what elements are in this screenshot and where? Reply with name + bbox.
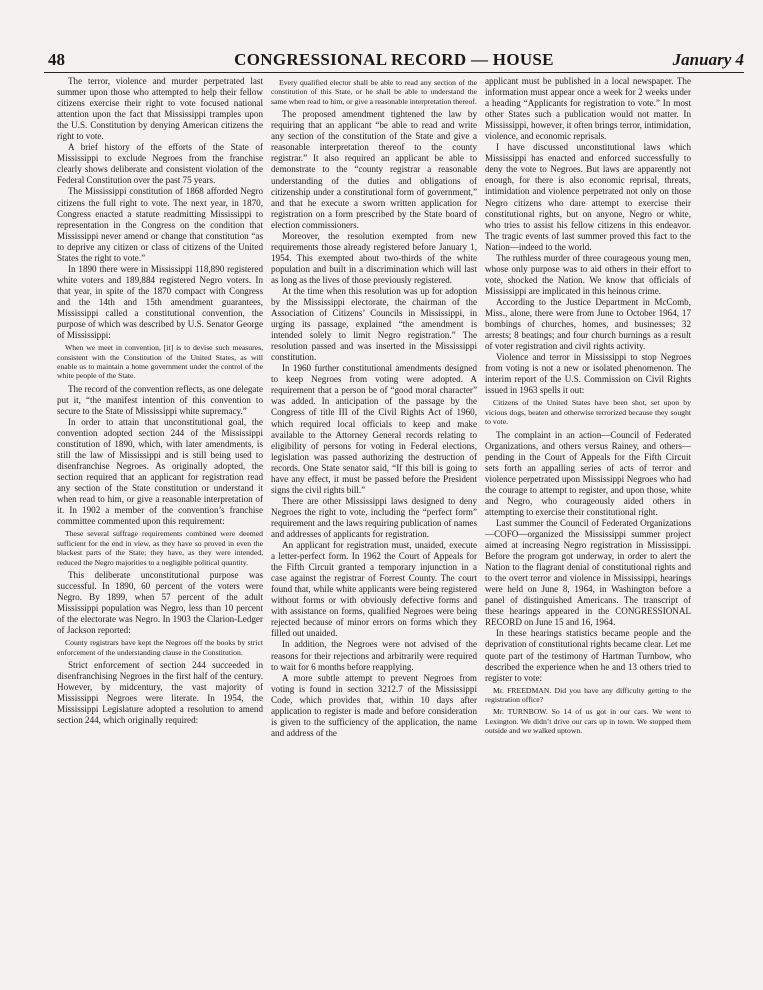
paragraph: In 1890 there were in Mississippi 118,890 registered white voters and 189,884 registered Negro voters. In that year, in spite of the 1870 compact with Congress and the 14th and 15th amendment guarantees, Mississippi called a constitutional convention, the purpose of which was described by U.S. Senator George of Mississippi: [57, 263, 263, 341]
paragraph: This deliberate unconstitutional purpose was successful. In 1890, 60 percent of the voters were Negro. By 1899, when 57 percent of the adult Mississippi population was Negro, less than 10 percent of the electorate was Negro. In 1903 the Clarion-Ledger of Jackson reported: [57, 569, 263, 636]
column-1 [57, 76, 263, 960]
header-rule [44, 72, 744, 73]
paragraph: A more subtle attempt to prevent Negroes from voting is found in section 3212.7 of the Mississippi Code, which provides that, within 10 days after application to register is made and before consideration is given to the sufficiency of the application, the name and address of the [271, 672, 477, 738]
quotation: Mr. TURNBOW. So 14 of us got in our cars. We went to Lexington. We didn’t drive our cars up in town. We stopped them outside and we walked uptown. [485, 707, 691, 736]
paragraph: According to the Justice Department in McComb, Miss., alone, there were from June to October 1964, 17 bombings of churches, homes, and businesses; 32 arrests; 8 beatings; and four church burnings as a result of voter registration and civil rights activity. [485, 296, 691, 352]
paragraph: I have discussed unconstitutional laws which Mississippi has enacted and enforced successfully to deny the vote to Negroes. But laws are apparently not enough, for there is also economic reprisal, threats, intimidation and violence perpetrated not only on those Negro citizens who dare attempt to exercise their constitutional rights, but on anyone, Negro or white, who tries to assist his fellow citizens in this endeavor. The tragic events of last summer proved this fact to the Nation—indeed to the world. [485, 142, 691, 252]
paragraph: The terror, violence and murder perpetrated last summer upon those who attempted to help their fellow citizens exercise their right to vote focused national attention upon the fact that Mississippi tramples upon the U.S. Constitution by denying American citizens the right to vote. [57, 76, 263, 142]
paragraph: Violence and terror in Mississippi to stop Negroes from voting is not a new or isolated phenomenon. The interim report of the U.S. Commission on Civil Rights issued in 1963 spells it out: [485, 352, 691, 396]
paragraph: There are other Mississippi laws designed to deny Negroes the right to vote, including the “perfect form” requirement and the laws requiring publication of names and addresses of applicants for registration. [271, 495, 477, 539]
paragraph: Strict enforcement of section 244 succeeded in disenfranchising Negroes in the first half of the century. However, by midcentury, the vast majority of Mississippi Negroes were literate. In 1954, the Mississippi Legislature adopted a resolution to amend section 244, which originally required: [57, 660, 263, 726]
paragraph: An applicant for registration must, unaided, execute a letter-perfect form. In 1962 the Court of Appeals for the Fifth Circuit granted a temporary injunction in a case against the registrar of Forrest County. The court found that, while white applicants were being registered without forms or with obviously defective forms and with assistance on forms, qualified Negroes were being rejected because of minor errors on forms which they filled out unaided. [271, 540, 477, 639]
paragraph: Last summer the Council of Federated Organizations—COFO—organized the Mississippi summer project aimed at increasing Negro registration in Mississippi. Before the program got underway, in order to alert the Nation to the flagrant denial of constitutional rights and to the overt terror and violence in Mississippi, hearings were held on June 8, 1964, in Washington before a panel of distinguished Americans. The transcript of these hearings appeared in the CONGRESSIONAL RECORD on June 15 and 16, 1964. [485, 517, 691, 628]
page-date: January 4 [672, 50, 744, 69]
quotation: When we meet in convention, [it] is to devise such measures, consistent with the Constitution of the United States, as will enable us to maintain a home government under the control of the white people of the State. [57, 343, 263, 381]
paragraph: In order to attain that unconstitutional goal, the convention adopted section 244 of the Mississippi constitution of 1890, which, with later amendments, is still the law of Mississippi and is still being used to disenfranchise Negroes. As originally adopted, the section required that an applicant for registration read any section of the State constitution or understand it when read to him, or give a reasonable interpretation of it. In 1902 a member of the convention’s franchise committee commented upon this requirement: [57, 416, 263, 527]
paragraph: The ruthless murder of three courageous young men, whose only purpose was to aid others in their effort to vote, shocked the Nation. We know that officials of Mississippi are implicated in this heinous crime. [485, 252, 691, 296]
paragraph: The proposed amendment tightened the law by requiring that an applicant “be able to read and write any section of the constitution of the State and give a reasonable interpretation thereof to the county registrar.” It also required an applicant be able to demonstrate to the “county registrar a reasonable understanding of the duties and obligations of citizenship under a constitutional form of government,” and that he execute a sworn written application for registration on a form prescribed by the State board of election commissioners. [271, 109, 477, 230]
paragraph: A brief history of the efforts of the State of Mississippi to exclude Negroes from the franchise clearly shows deliberate and consistent violation of the Federal Constitution over the past 75 years. [57, 142, 263, 186]
paragraph: The complaint in an action—Council of Federated Organizations, and others versus Rainey, and others—pending in the Court of Appeals for the Fifth Circuit sets forth an appalling series of acts of terror and violence perpetrated upon Mississippi Negroes who had the courage to attempt to register, and upon those, white and Negro, who courageously aided others in attempting to exercise their constitutional right. [485, 429, 691, 517]
paragraph: At the time when this resolution was up for adoption by the Mississippi electorate, the chairman of the Association of Citizens’ Councils in Mississippi, in urging its passage, explained “the amendment is intended solely to limit Negro registration.” The resolution passed and was inserted in the Mississippi constitution. [271, 285, 477, 363]
paragraph: In these hearings statistics became people and the deprivation of constitutional rights became clear. Let me quote part of the testimony of Hartman Turnbow, who described the experience when he and 13 others tried to register to vote: [485, 628, 691, 683]
quotation: County registrars have kept the Negroes off the books by strict enforcement of the understanding clause in the Constitution. [57, 638, 263, 657]
quotation: Mr. FREEDMAN. Did you have any difficulty getting to the registration office? [485, 685, 691, 705]
paragraph: applicant must be published in a local newspaper. The information must appear once a week for 2 weeks under a heading “Applicants for registration to vote.” In most other States such a publication would not matter. In Mississippi, however, it often brings terror, intimidation, violence, and economic reprisals. [485, 76, 691, 142]
page-number: 48 [48, 50, 65, 69]
column-3 [485, 76, 691, 960]
page-title: CONGRESSIONAL RECORD — HOUSE [234, 50, 554, 69]
paragraph: Moreover, the resolution exempted from new requirements those already registered before January 1, 1954. This exempted about two-thirds of the white population and built in a discrimination which will last as long as the lives of those previously registered. [271, 230, 477, 285]
quotation: Citizens of the United States have been shot, set upon by vicious dogs, beaten and otherwise terrorized because they sought to vote. [485, 398, 691, 427]
paragraph: In addition, the Negroes were not advised of the reasons for their rejections and arbitrarily were required to wait for 6 months before reapplying. [271, 639, 477, 672]
paragraph: The Mississippi constitution of 1868 afforded Negro citizens the full right to vote. The next year, in 1870, Congress enacted a statute readmitting Mississippi to representation in the Congress on the condition that Mississippi never amend or change that constitution “as to deprive any citizen or class of citizens of the United States the right to vote.” [57, 186, 263, 263]
quotation: Every qualified elector shall be able to read any section of the constitution of this State, or he shall be able to understand the same when read to him, or give a reasonable interpretation thereof. [271, 78, 477, 106]
quotation: These several suffrage requirements combined were deemed sufficient for the end in view, as they have so proved in even the blackest parts of the State; they have, as they were intended, reduced the Negro majorities to a negligible political quantity. [57, 529, 263, 567]
page-header [44, 50, 744, 74]
column-2 [271, 76, 477, 960]
paragraph: The record of the convention reflects, as one delegate put it, “the manifest intention of this convention to secure to the State of Mississippi white supremacy.” [57, 383, 263, 416]
paragraph: In 1960 further constitutional amendments designed to keep Negroes from voting were adopted. A requirement that a person be of “good moral character” was added. In anticipation of the passage by the Congress of title III of the Civil Rights Act of 1960, which required local officials to keep and make available to the Attorney General records relating to eligibility of persons for voting in Federal elections, legislation was passed authorizing the destruction of records. One State senator said, “If this bill is going to have any effect, it must be passed before the President signs the civil rights bill.” [271, 363, 477, 495]
